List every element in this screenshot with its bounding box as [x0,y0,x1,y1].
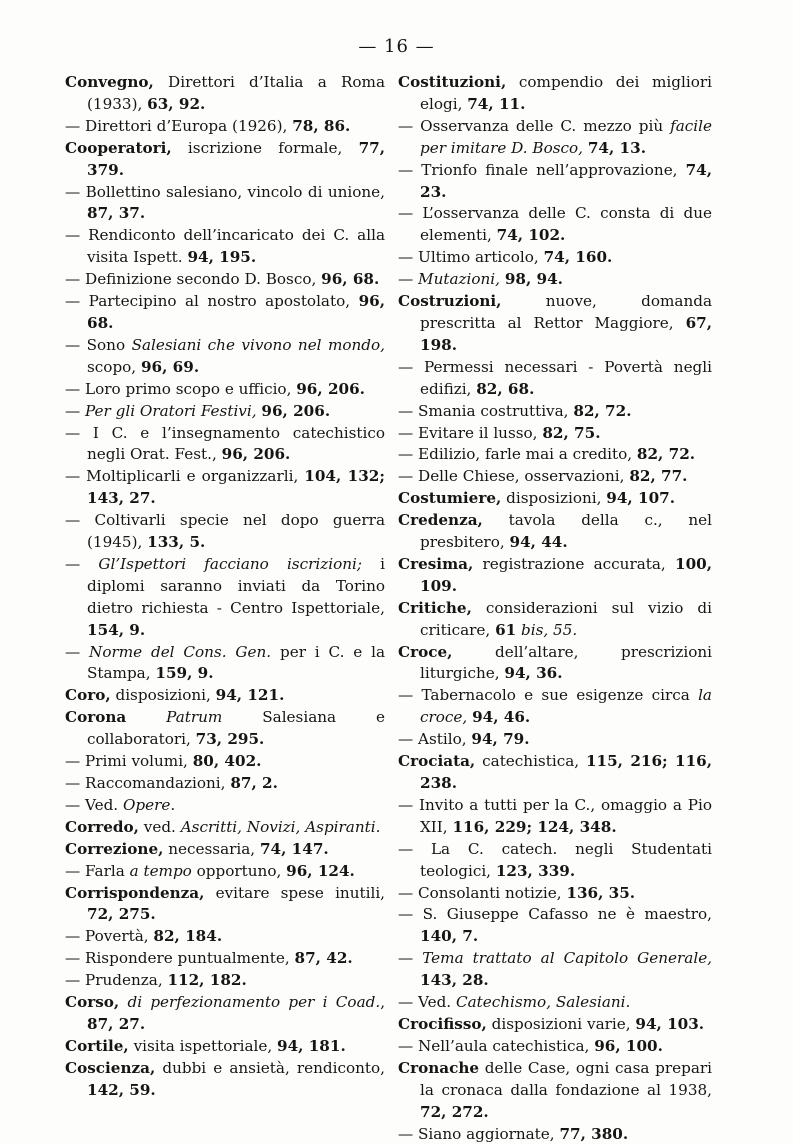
entry-text: — Evitare il lusso, [398,424,542,442]
index-subentry [398,423,712,445]
index-subentry [398,883,712,905]
entry-italic: Patrum [166,708,222,726]
index-entry [398,598,712,642]
entry-text: — Sono [65,336,132,354]
entry-term: Coscienza, [65,1059,155,1077]
entry-reference: 82, 68. [476,380,534,398]
index-entry [65,992,385,1036]
entry-text: iscrizione formale, [188,139,359,157]
index-subentry [398,992,712,1014]
entry-text: scopo, [87,358,141,376]
entry-text: — Povertà, [65,927,153,945]
entry-text: — Edilizio, farle mai a credito, [398,445,637,463]
index-subentry [398,1036,712,1058]
entry-reference: 96, 69. [141,358,199,376]
entry-text: — Nell’aula catechistica, [398,1037,594,1055]
entry-reference: 74, 160. [544,248,613,266]
entry-term: Cooperatori, [65,139,172,157]
entry-text: — Ved. [398,993,456,1011]
index-entry [398,554,712,598]
entry-reference: 78, 86. [292,117,350,135]
entry-term: Critiche, [398,599,472,617]
index-entry [65,72,385,116]
right-column [398,72,712,1145]
entry-reference: 87, 42. [295,949,353,967]
entry-reference: 96, 206. [261,402,330,420]
entry-reference: 87, 2. [230,774,278,792]
index-subentry [65,466,385,510]
index-entry [398,751,712,795]
index-subentry [398,269,712,291]
entry-text: — Rispondere puntualmente, [65,949,295,967]
entry-text: catechistica, [482,752,586,770]
entry-reference: 143, 28. [420,971,489,989]
entry-term: Croce, [398,643,452,661]
entry-text: — [65,402,85,420]
entry-reference: 159, 9. [155,664,213,682]
entry-text: — Moltiplicarli e organizzarli, [65,467,304,485]
entry-italic: Mutazioni, [418,270,500,288]
entry-reference-italic: bis, [516,621,548,639]
entry-term: Costituzioni, [398,73,506,91]
index-entry [398,510,712,554]
entry-reference: 74, 102. [497,226,566,244]
index-subentry [65,642,385,686]
index-subentry [65,926,385,948]
entry-term: Correzione, [65,840,163,858]
index-subentry [65,795,385,817]
index-subentry [65,751,385,773]
entry-text: , [380,993,385,1011]
index-subentry [398,203,712,247]
entry-text: — Coltivarli specie nel dopo guerra (1945), [65,511,385,551]
entry-term: Coro, [65,686,111,704]
index-subentry [398,795,712,839]
index-entry [65,1036,385,1058]
index-subentry [65,291,385,335]
index-subentry [398,247,712,269]
entry-text: i diplomi saranno inviati da Torino dietro richiesta - Centro Ispettoriale, [87,555,385,617]
entry-text: visita ispettoriale, [134,1037,277,1055]
entry-reference: 63, 92. [147,95,205,113]
entry-text: — Siano aggiornate, [398,1125,559,1143]
entry-reference: 115, 216; 116, 238. [420,752,712,792]
entry-text: registrazione accurata, [483,555,675,573]
index-entry [398,642,712,686]
entry-text: — [65,555,98,573]
entry-text: — Definizione secondo D. Bosco, [65,270,321,288]
index-subentry [65,335,385,379]
entry-text: — Smania costruttiva, [398,402,573,420]
entry-reference: 94, 181. [277,1037,346,1055]
entry-text: — Delle Chiese, osservazioni, [398,467,629,485]
entry-text: — Rendiconto dell’incaricato dei C. alla visita Ispett. [65,226,385,266]
entry-reference: 133, 5. [147,533,205,551]
entry-reference: 74, 23. [420,161,712,201]
index-entry [398,1014,712,1036]
index-entry [65,817,385,839]
entry-text: — Osservanza delle C. mezzo più [398,117,670,135]
index-subentry [65,554,385,642]
entry-text: disposizioni varie, [492,1015,636,1033]
entry-reference: 96, 100. [594,1037,663,1055]
index-subentry [398,1124,712,1145]
entry-text: necessaria, [168,840,260,858]
entry-italic: di perfezionamento per i Coad. [127,993,380,1011]
index-subentry [398,839,712,883]
entry-text: — Prudenza, [65,971,167,989]
entry-text: evitare spese inutili, [216,884,385,902]
entry-italic: la croce, [420,686,712,726]
entry-italic: Opere. [123,796,175,814]
entry-reference: 67, 198. [420,314,712,354]
left-column [65,72,385,1102]
entry-reference: 94, 107. [606,489,675,507]
entry-text: per i C. e la Stampa, [87,643,385,683]
entry-term: Crocifisso, [398,1015,487,1033]
entry-text: — I C. e l’insegnamento catechistico negli Orat. Fest., [65,424,385,464]
entry-text: ved. [144,818,181,836]
entry-text: — L’osservanza delle C. consta di due elementi, [398,204,712,244]
entry-reference: 98, 94. [505,270,563,288]
entry-italic: Gl’Ispettori facciano iscrizioni; [98,555,362,573]
entry-term: Cronache [398,1059,479,1077]
entry-reference: 96, 124. [286,862,355,880]
entry-text: — [398,949,422,967]
entry-reference: 96, 68. [87,292,385,332]
entry-italic: Norme del Cons. Gen. [89,643,271,661]
entry-text: — Permessi necessari - Povertà negli edifizi, [398,358,712,398]
entry-reference: 104, 132; 143, 27. [87,467,385,507]
index-subentry [65,379,385,401]
entry-text: — Raccomandazioni, [65,774,230,792]
page-number: — 16 — [0,36,793,57]
entry-reference: 87, 27. [87,1015,145,1033]
entry-reference: 94, 46. [472,708,530,726]
entry-term: Cortile, [65,1037,129,1055]
index-subentry [398,401,712,423]
index-subentry [65,773,385,795]
entry-term: Crociata, [398,752,475,770]
index-subentry [65,948,385,970]
index-subentry [65,269,385,291]
entry-text: — Ultimo articolo, [398,248,544,266]
entry-reference: 140, 7. [420,927,478,945]
entry-term: Costruzioni, [398,292,501,310]
entry-text: delle Case, ogni casa prepari la cronaca dalla fondazione al 1938, [420,1059,712,1099]
index-subentry [65,401,385,423]
entry-reference: 94, 44. [510,533,568,551]
index-subentry [398,444,712,466]
entry-text: opportuno, [192,862,286,880]
entry-reference: 94, 79. [471,730,529,748]
index-subentry [65,970,385,992]
entry-term: Credenza, [398,511,483,529]
entry-italic: Per gli Oratori Festivi, [85,402,257,420]
entry-reference: 142, 59. [87,1081,156,1099]
entry-text: disposizioni, [115,686,215,704]
entry-text: tavola della c., nel presbitero, [420,511,712,551]
index-subentry [398,160,712,204]
index-entry [398,72,712,116]
entry-text: — Consolanti notizie, [398,884,566,902]
entry-reference: 96, 68. [321,270,379,288]
entry-reference: 94, 121. [216,686,285,704]
entry-reference: 74, 11. [467,95,525,113]
entry-text: — Primi volumi, [65,752,193,770]
entry-reference: 74, 13. [588,139,646,157]
entry-reference: 77, 379. [87,139,385,179]
entry-reference: 72, 275. [87,905,156,923]
index-subentry [398,904,712,948]
entry-text: — Direttori d’Europa (1926), [65,117,292,135]
entry-reference: 154, 9. [87,621,145,639]
entry-term: Convegno, [65,73,154,91]
entry-reference: 74, 147. [260,840,329,858]
entry-text: Direttori d’Italia a Roma (1933), [87,73,385,113]
entry-text: — Trionfo finale nell’approvazione, [398,161,686,179]
entry-text: — Bollettino salesiano, vincolo di unione, [65,183,385,201]
entry-text: dell’altare, prescrizioni liturgiche, [420,643,712,683]
index-entry [65,883,385,927]
entry-text: — Tabernacolo e sue esigenze circa [398,686,698,704]
entry-italic: Catechismo, Salesiani. [456,993,630,1011]
entry-text: — Astilo, [398,730,471,748]
index-entry [65,685,385,707]
entry-text: — Invito a tutti per la C., omaggio a Pio XII, [398,796,712,836]
entry-reference: 82, 72. [637,445,695,463]
index-subentry [65,116,385,138]
index-entry [65,1058,385,1102]
entry-reference: 87, 37. [87,204,145,222]
entry-text: disposizioni, [506,489,606,507]
entry-text: — La C. catech. negli Studentati teologici, [398,840,712,880]
entry-italic: Salesiani che vivono nel mondo, [132,336,385,354]
index-subentry [65,182,385,226]
entry-reference: 61 [495,621,516,639]
index-subentry [398,116,712,160]
entry-reference-tail: 55. [548,621,577,639]
entry-reference: 96, 206. [296,380,365,398]
index-subentry [398,466,712,488]
entry-text: Salesiana e collaboratori, [87,708,385,748]
entry-text: considerazioni sul vizio di criticare, [420,599,712,639]
entry-text: — Ved. [65,796,123,814]
entry-term: Costumiere, [398,489,501,507]
entry-reference: 72, 272. [420,1103,489,1121]
entry-reference: 94, 195. [187,248,256,266]
entry-text: — Partecipino al nostro apostolato, [65,292,359,310]
entry-reference: 80, 402. [193,752,262,770]
index-subentry [65,225,385,269]
index-subentry [65,861,385,883]
entry-reference: 94, 103. [635,1015,704,1033]
entry-reference: 123, 339. [496,862,575,880]
entry-reference: 73, 295. [196,730,265,748]
index-subentry [398,948,712,992]
entry-text: dubbi e ansietà, rendiconto, [162,1059,385,1077]
entry-reference: 82, 184. [153,927,222,945]
entry-term: Corrispondenza, [65,884,204,902]
entry-term: Corona [65,708,126,726]
entry-italic: Ascritti, Novizi, Aspiranti. [181,818,381,836]
entry-text: — Loro primo scopo e ufficio, [65,380,296,398]
entry-text: — [398,270,418,288]
entry-reference: 116, 229; 124, 348. [452,818,616,836]
entry-italic: a tempo [130,862,192,880]
entry-italic: facile per imitare D. Bosco, [420,117,712,157]
index-entry [398,1058,712,1124]
entry-reference: 77, 380. [559,1125,628,1143]
entry-reference: 94, 36. [504,664,562,682]
index-entry [398,291,712,357]
entry-term: Corso, [65,993,119,1011]
entry-text: — S. Giuseppe Cafasso ne è maestro, [398,905,712,923]
entry-reference: 136, 35. [566,884,635,902]
index-subentry [65,423,385,467]
entry-text: — [65,643,89,661]
entry-reference: 82, 77. [629,467,687,485]
entry-text: compendio dei migliori elogi, [420,73,712,113]
entry-text: — Farla [65,862,130,880]
index-entry [65,138,385,182]
entry-reference: 82, 75. [542,424,600,442]
entry-reference: 112, 182. [167,971,246,989]
index-entry [65,707,385,751]
entry-reference: 100, 109. [420,555,712,595]
entry-text: nuove, domanda prescritta al Rettor Maggiore, [420,292,712,332]
entry-reference: 82, 72. [573,402,631,420]
index-entry [65,839,385,861]
index-subentry [398,729,712,751]
index-subentry [398,685,712,729]
entry-reference: 96, 206. [222,445,291,463]
entry-italic: Tema trattato al Capitolo Generale, [422,949,712,967]
index-subentry [398,357,712,401]
entry-term: Cresima, [398,555,473,573]
entry-term: Corredo, [65,818,139,836]
index-entry [398,488,712,510]
index-subentry [65,510,385,554]
